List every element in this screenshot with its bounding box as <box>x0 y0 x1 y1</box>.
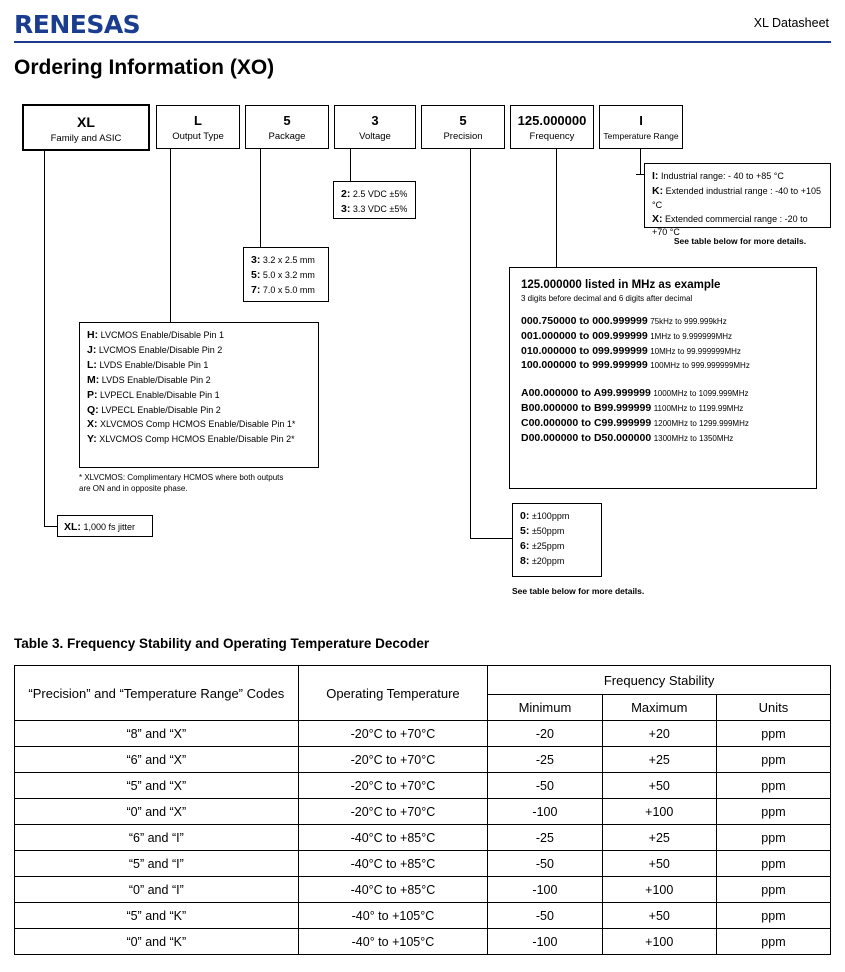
table-row <box>15 773 831 799</box>
package-row <box>251 253 321 268</box>
table-header-maximum: Maximum <box>602 695 716 721</box>
voltage-row <box>341 202 408 217</box>
part-field-label: Family and ASIC <box>50 133 122 144</box>
header-divider <box>14 41 831 43</box>
voltage-value: 2.5 VDC ±5% <box>352 189 408 199</box>
voltage-key: 3: <box>341 202 351 215</box>
output-row <box>87 328 311 343</box>
voltage-detail-box <box>333 181 416 219</box>
part-field-code: XL <box>77 114 95 130</box>
output-key: H: <box>87 329 99 341</box>
part-field-output-type <box>156 105 240 149</box>
table-header-units: Units <box>716 695 830 721</box>
frequency-range-row <box>521 416 805 431</box>
output-key: P: <box>87 388 98 401</box>
output-type-footnote: * XLVCMOS: Complimentary HCMOS where both outputs are ON and in opposite phase. <box>79 473 284 493</box>
output-value: LVDS Enable/Disable Pin 2 <box>101 374 211 385</box>
output-value: XLVCMOS Comp HCMOS Enable/Disable Pin 1* <box>100 419 296 430</box>
frequency-desc: 1000MHz to 1099.999MHz <box>653 389 749 399</box>
cell-codes: “0” and “X” <box>15 799 299 825</box>
output-value: XLVCMOS Comp HCMOS Enable/Disable Pin 2* <box>99 434 295 445</box>
precision-value: ±50ppm <box>531 525 565 536</box>
precision-detail-box <box>512 503 602 577</box>
cell-temp: -40° to +105°C <box>298 903 488 929</box>
precision-row <box>520 539 594 554</box>
table-row <box>15 721 831 747</box>
part-field-precision <box>421 105 505 149</box>
family-key: XL: <box>64 521 81 533</box>
cell-codes: “5” and “X” <box>15 773 299 799</box>
package-value: 5.0 x 3.2 mm <box>262 269 315 280</box>
output-row <box>87 343 311 358</box>
frequency-range-row <box>521 329 805 344</box>
frequency-stability-table <box>14 665 831 955</box>
temperature-range-detail-box <box>644 163 831 238</box>
temp-key: K: <box>652 184 664 197</box>
frequency-range-row <box>521 431 805 446</box>
precision-value: ±20ppm <box>531 555 565 566</box>
precision-value: ±25ppm <box>531 540 565 551</box>
connector-family <box>44 151 45 526</box>
package-detail-box <box>243 247 329 302</box>
cell-max: +50 <box>602 773 716 799</box>
output-key: Y: <box>87 433 97 446</box>
cell-temp: -20°C to +70°C <box>298 773 488 799</box>
output-value: LVPECL Enable/Disable Pin 2 <box>101 404 221 415</box>
precision-value: ±100ppm <box>531 511 570 521</box>
frequency-desc: 10MHz to 99.999999MHz <box>650 346 741 356</box>
part-field-code: 5 <box>283 113 291 128</box>
temp-key: I: <box>652 170 659 182</box>
cell-codes: “5” and “I” <box>15 851 299 877</box>
frequency-range-row <box>521 344 805 359</box>
package-row <box>251 283 321 298</box>
frequency-detail-box <box>509 267 817 489</box>
part-field-code: L <box>194 113 202 128</box>
cell-min: -25 <box>488 747 602 773</box>
cell-min: -100 <box>488 929 602 955</box>
table-header-row <box>15 666 831 695</box>
table-header-operating-temperature: Operating Temperature <box>298 666 488 721</box>
family-row <box>64 520 146 535</box>
output-key: L: <box>87 358 97 371</box>
cell-units: ppm <box>716 903 830 929</box>
document-title: XL Datasheet <box>753 16 829 30</box>
connector-temperature-h <box>636 174 644 175</box>
cell-temp: -40°C to +85°C <box>298 877 488 903</box>
cell-max: +20 <box>602 721 716 747</box>
temperature-see-table-note: See table below for more details. <box>673 236 807 246</box>
cell-codes: “0” and “I” <box>15 877 299 903</box>
output-key: J: <box>87 343 97 356</box>
table-header-minimum: Minimum <box>488 695 602 721</box>
cell-max: +100 <box>602 877 716 903</box>
cell-temp: -40°C to +85°C <box>298 851 488 877</box>
output-type-detail-box <box>79 322 319 468</box>
frequency-range-row <box>521 386 805 401</box>
output-row <box>87 358 311 373</box>
cell-min: -100 <box>488 799 602 825</box>
part-field-code: 125.000000 <box>517 113 587 128</box>
cell-units: ppm <box>716 799 830 825</box>
page-header <box>0 0 845 44</box>
cell-units: ppm <box>716 773 830 799</box>
cell-codes: “6” and “X” <box>15 747 299 773</box>
frequency-spacer <box>521 373 805 386</box>
table-row <box>15 929 831 955</box>
cell-temp: -20°C to +70°C <box>298 721 488 747</box>
table-header-frequency-stability: Frequency Stability <box>488 666 831 695</box>
page-title: Ordering Information (XO) <box>14 56 275 79</box>
renesas-logo: RENESAS <box>14 10 141 39</box>
connector-package <box>260 149 261 248</box>
output-row <box>87 373 311 388</box>
output-row <box>87 417 311 432</box>
part-field-frequency <box>510 105 594 149</box>
frequency-range: 001.000000 to 009.999999 <box>521 329 648 342</box>
output-key: X: <box>87 418 98 431</box>
output-key: M: <box>87 373 100 386</box>
frequency-box-title: 125.000000 listed in MHz as example <box>521 279 721 291</box>
family-detail-box <box>57 515 153 537</box>
frequency-desc: 1200MHz to 1299.999MHz <box>653 419 749 429</box>
frequency-range-row <box>521 401 805 416</box>
package-value: 3.2 x 2.5 mm <box>262 255 315 265</box>
family-value: 1,000 fs jitter <box>83 522 135 532</box>
cell-min: -50 <box>488 851 602 877</box>
part-field-voltage <box>334 105 416 149</box>
precision-see-table-note: See table below for more details. <box>512 586 645 596</box>
frequency-desc: 1300MHz to 1350MHz <box>653 434 734 444</box>
cell-temp: -40° to +105°C <box>298 929 488 955</box>
output-value: LVCMOS Enable/Disable Pin 1 <box>100 330 225 340</box>
cell-max: +100 <box>602 799 716 825</box>
precision-key: 6: <box>520 539 530 552</box>
voltage-key: 2: <box>341 188 351 200</box>
output-row <box>87 388 311 403</box>
cell-temp: -40°C to +85°C <box>298 825 488 851</box>
output-value: LVCMOS Enable/Disable Pin 2 <box>98 344 223 355</box>
cell-units: ppm <box>716 747 830 773</box>
frequency-desc: 1100MHz to 1199.99MHz <box>653 404 744 414</box>
connector-family-h <box>44 526 58 527</box>
cell-min: -20 <box>488 721 602 747</box>
frequency-range: 010.000000 to 099.999999 <box>521 344 648 357</box>
frequency-desc: 75kHz to 999.999kHz <box>650 316 727 326</box>
temp-value: Industrial range: - 40 to +85 °C <box>660 171 784 181</box>
cell-min: -50 <box>488 773 602 799</box>
frequency-range-row <box>521 314 805 329</box>
frequency-range: 100.000000 to 999.999999 <box>521 359 648 372</box>
cell-units: ppm <box>716 851 830 877</box>
part-field-label: Frequency <box>529 131 575 142</box>
part-field-code: 5 <box>459 113 467 128</box>
connector-voltage <box>350 149 351 182</box>
cell-max: +100 <box>602 929 716 955</box>
cell-max: +25 <box>602 825 716 851</box>
frequency-range: B00.000000 to B99.999999 <box>521 402 652 415</box>
part-field-label: Temperature Range <box>603 131 679 141</box>
temp-row <box>652 184 823 212</box>
temp-row <box>652 169 823 184</box>
temp-value: Extended industrial range : -40 to +105 °C <box>652 185 821 210</box>
cell-max: +50 <box>602 903 716 929</box>
frequency-desc: 1MHz to 9.999999MHz <box>650 331 733 341</box>
cell-temp: -20°C to +70°C <box>298 747 488 773</box>
frequency-range-row <box>521 358 805 373</box>
frequency-range: A00.000000 to A99.999999 <box>521 387 651 400</box>
output-key: Q: <box>87 403 99 416</box>
part-field-code: 3 <box>371 113 379 128</box>
cell-codes: “6” and “I” <box>15 825 299 851</box>
cell-units: ppm <box>716 825 830 851</box>
part-field-label: Package <box>268 131 306 142</box>
part-field-code: I <box>639 113 643 128</box>
table-row <box>15 799 831 825</box>
table-row <box>15 825 831 851</box>
package-key: 7: <box>251 283 261 296</box>
output-row <box>87 403 311 418</box>
temp-value: Extended commercial range : -20 to +70 °C <box>652 213 808 238</box>
table-row <box>15 851 831 877</box>
package-key: 3: <box>251 254 261 266</box>
table-row <box>15 747 831 773</box>
voltage-row <box>341 187 408 202</box>
precision-row <box>520 509 594 524</box>
precision-row <box>520 524 594 539</box>
voltage-value: 3.3 VDC ±5% <box>352 203 408 214</box>
connector-precision-h <box>470 538 512 539</box>
connector-temperature <box>640 149 641 174</box>
cell-units: ppm <box>716 877 830 903</box>
cell-units: ppm <box>716 721 830 747</box>
frequency-desc: 100MHz to 999.999999MHz <box>650 361 750 371</box>
connector-precision <box>470 149 471 538</box>
part-field-temperature-range <box>599 105 683 149</box>
part-field-label: Output Type <box>172 131 224 142</box>
frequency-range: D00.000000 to D50.000000 <box>521 432 652 445</box>
table-row <box>15 877 831 903</box>
temp-key: X: <box>652 212 663 225</box>
precision-key: 5: <box>520 524 530 537</box>
table-row <box>15 903 831 929</box>
cell-max: +50 <box>602 851 716 877</box>
part-field-package <box>245 105 329 149</box>
table-title: Table 3. Frequency Stability and Operating Temperature Decoder <box>14 636 430 651</box>
cell-min: -25 <box>488 825 602 851</box>
connector-frequency <box>556 149 557 268</box>
part-field-family <box>22 104 150 151</box>
precision-key: 0: <box>520 510 530 522</box>
package-value: 7.0 x 5.0 mm <box>262 284 315 295</box>
cell-min: -100 <box>488 877 602 903</box>
cell-codes: “8” and “X” <box>15 721 299 747</box>
cell-temp: -20°C to +70°C <box>298 799 488 825</box>
package-row <box>251 268 321 283</box>
output-value: LVPECL Enable/Disable Pin 1 <box>100 389 220 400</box>
table-header-codes: “Precision” and “Temperature Range” Codes <box>15 666 299 721</box>
connector-output <box>170 149 171 323</box>
frequency-range: C00.000000 to C99.999999 <box>521 417 652 430</box>
precision-row <box>520 554 594 569</box>
cell-units: ppm <box>716 929 830 955</box>
frequency-range: 000.750000 to 000.999999 <box>521 314 648 327</box>
output-row <box>87 432 311 447</box>
part-field-label: Precision <box>443 131 483 142</box>
cell-codes: “5” and “K” <box>15 903 299 929</box>
part-field-label: Voltage <box>359 131 391 142</box>
cell-max: +25 <box>602 747 716 773</box>
cell-codes: “0” and “K” <box>15 929 299 955</box>
cell-min: -50 <box>488 903 602 929</box>
frequency-box-subtitle: 3 digits before decimal and 6 digits after decimal <box>521 294 693 304</box>
precision-key: 8: <box>520 554 530 567</box>
package-key: 5: <box>251 268 261 281</box>
output-value: LVDS Enable/Disable Pin 1 <box>99 359 209 370</box>
